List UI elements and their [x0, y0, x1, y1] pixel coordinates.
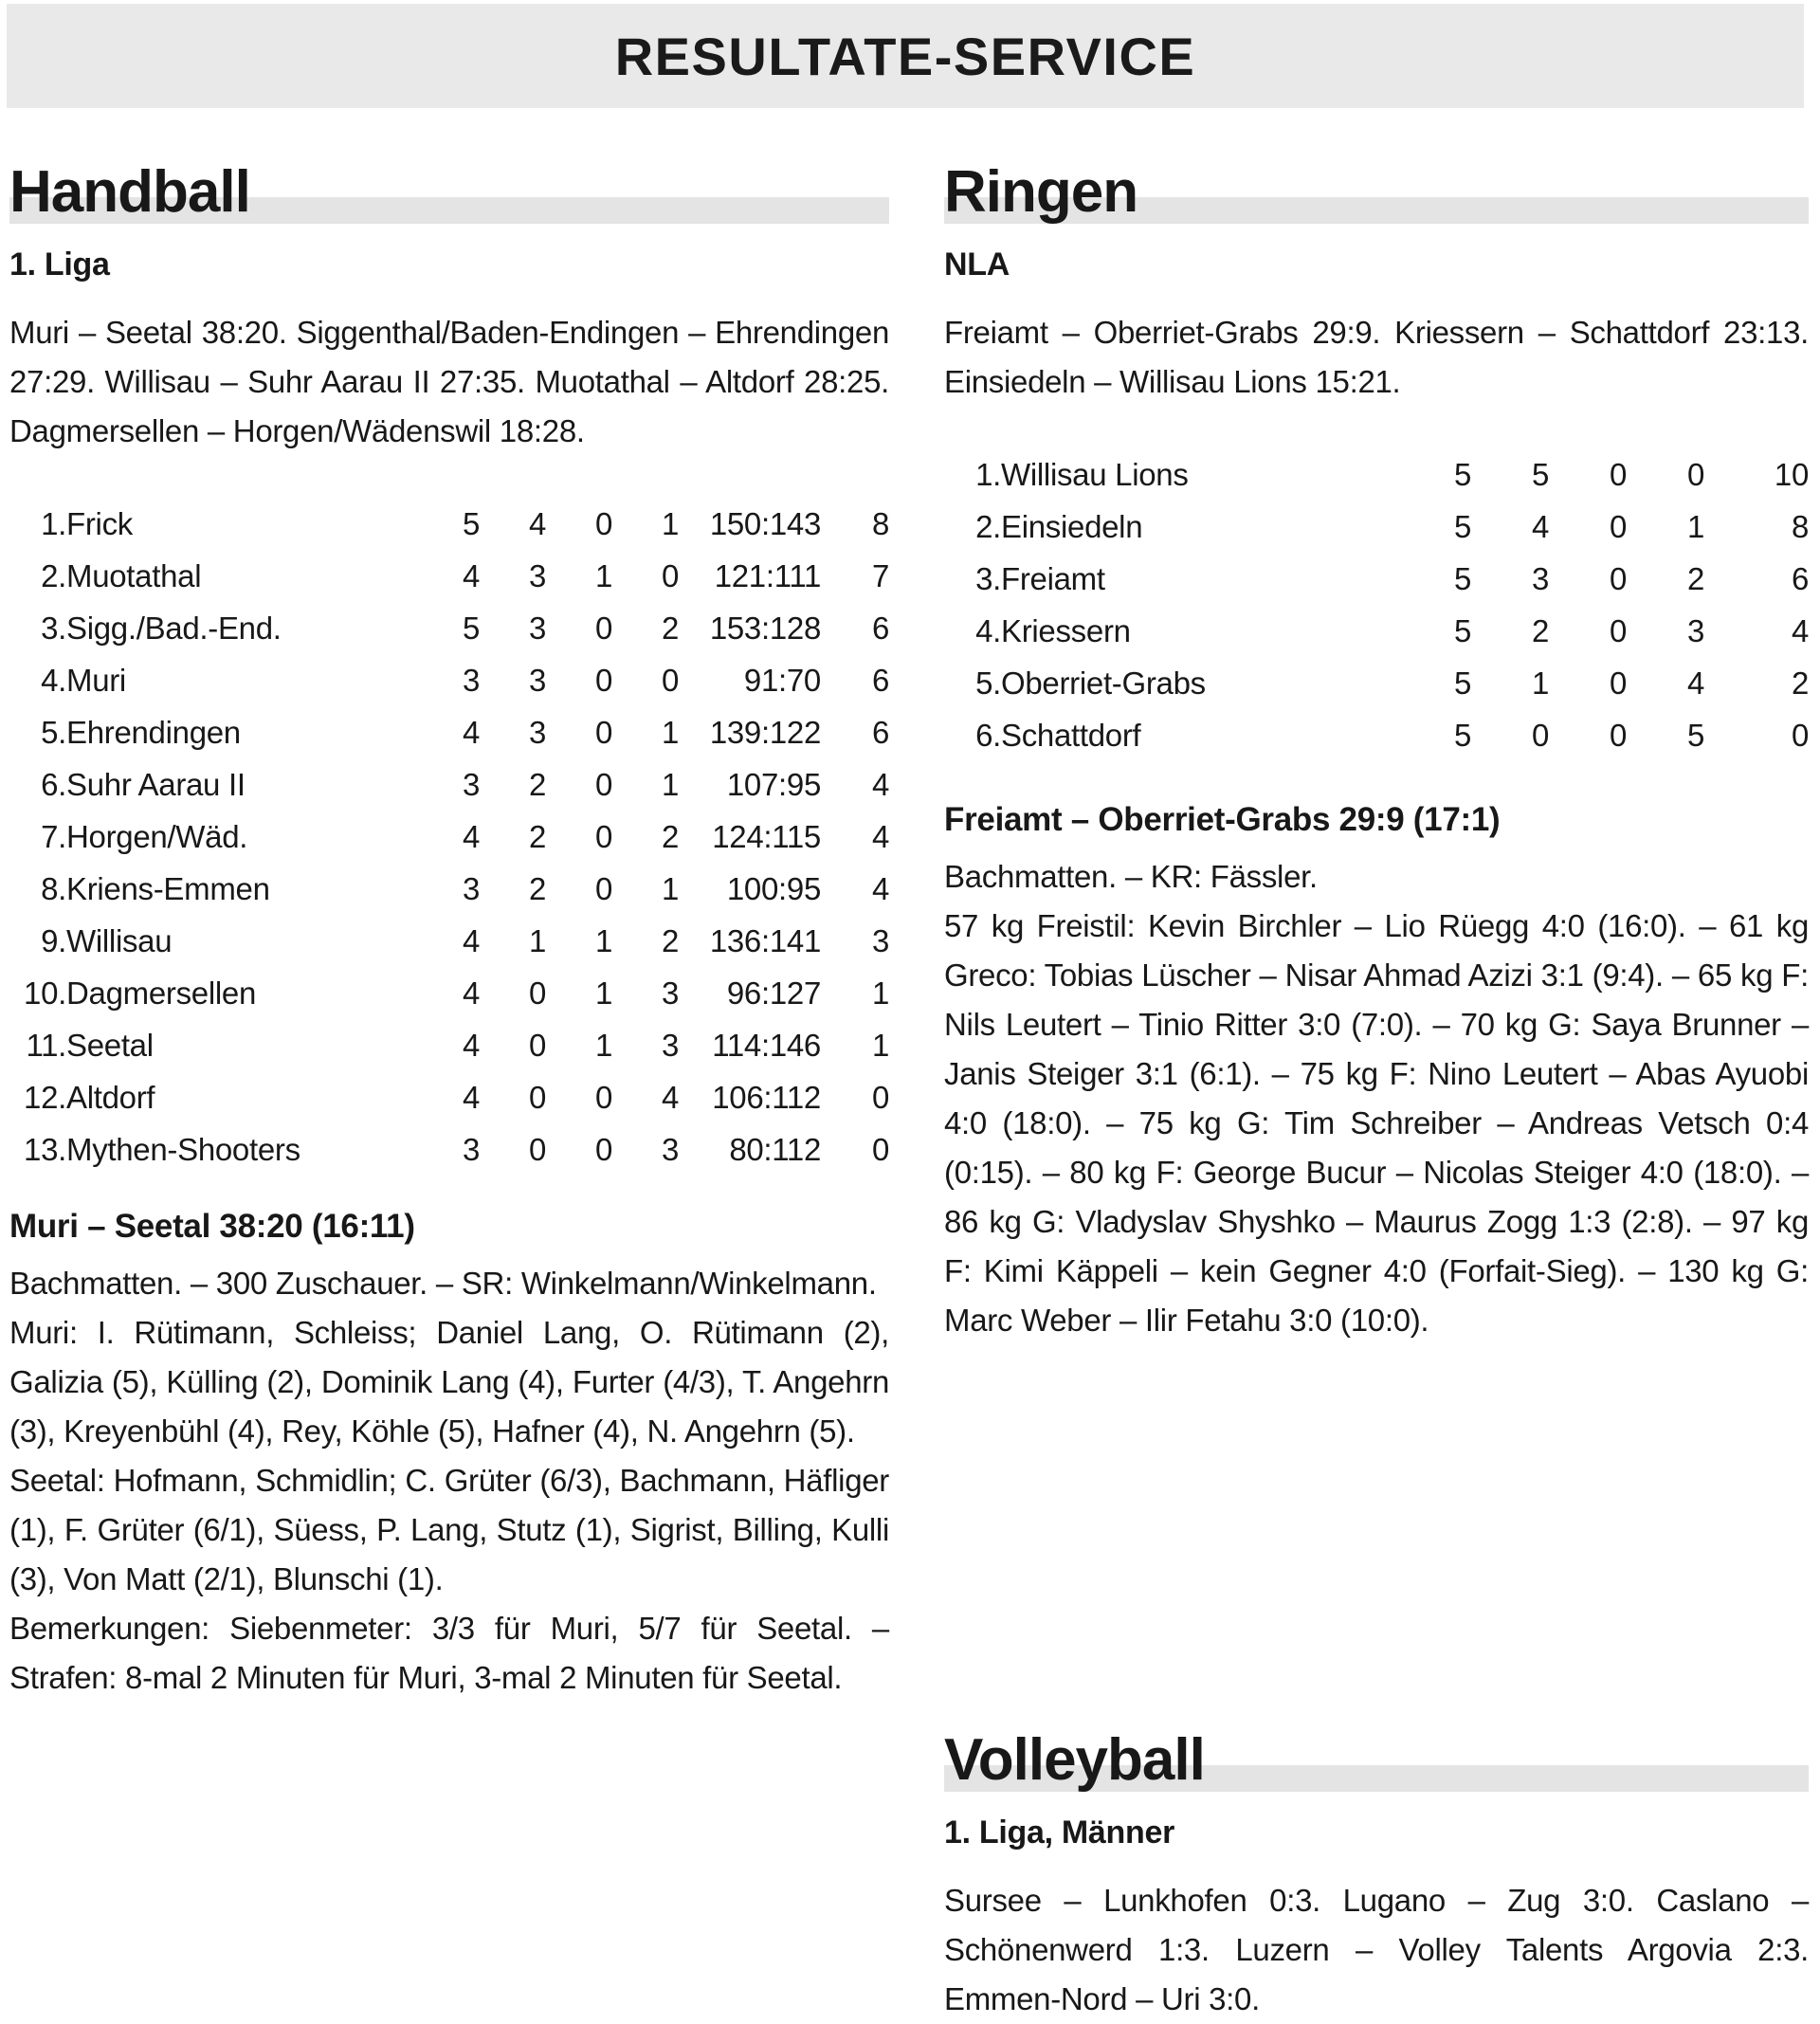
league-label-volleyball: 1. Liga, Männer: [944, 1814, 1174, 1851]
losses-cell: 4: [661, 1079, 679, 1115]
rank-cell: 1.: [975, 456, 1001, 492]
draws-cell: 0: [594, 505, 612, 541]
rank-cell: 8.: [41, 870, 66, 906]
team-cell: Kriessern: [1001, 612, 1131, 648]
points-cell: 4: [871, 870, 889, 906]
team-cell: Frick: [66, 505, 133, 541]
rank-cell: 7.: [41, 818, 66, 854]
games-cell: 5: [462, 505, 480, 541]
wins-cell: 2: [528, 870, 546, 906]
table-row: [9, 706, 889, 758]
rank-cell: 10.: [24, 975, 66, 1011]
table-row: [9, 1123, 889, 1176]
draws-cell: 0: [1609, 456, 1627, 492]
games-cell: 5: [1453, 508, 1471, 544]
wins-cell: 2: [528, 818, 546, 854]
volleyball-results-paragraph: Sursee – Lunkhofen 0:3. Lugano – Zug 3:0. Caslano – Schönenwerd 1:3. Luzern – Volley Talents Argovia 2:3. Emmen-Nord – Uri 3:0.: [944, 1883, 1809, 2016]
draws-cell: 0: [1609, 560, 1627, 596]
team-cell: Einsiedeln: [1001, 508, 1143, 544]
games-cell: 5: [462, 610, 480, 646]
draws-cell: 0: [594, 662, 612, 698]
results-service-banner: [7, 4, 1804, 108]
games-cell: 3: [462, 662, 480, 698]
losses-cell: 3: [661, 975, 679, 1011]
draws-cell: 0: [594, 870, 612, 906]
table-row: [944, 553, 1809, 605]
losses-cell: 1: [661, 766, 679, 802]
draws-cell: 0: [1609, 717, 1627, 753]
losses-cell: 1: [1686, 508, 1704, 544]
losses-cell: 5: [1686, 717, 1704, 753]
draws-cell: 0: [594, 818, 612, 854]
games-cell: 3: [462, 766, 480, 802]
team-cell: Ehrendingen: [66, 714, 241, 750]
wins-cell: 3: [528, 557, 546, 593]
rank-cell: 5.: [41, 714, 66, 750]
team-cell: Freiamt: [1001, 560, 1105, 596]
points-cell: 0: [871, 1079, 889, 1115]
rank-cell: 12.: [24, 1079, 66, 1115]
table-row: [9, 1019, 889, 1071]
goals-cell: 80:112: [729, 1131, 821, 1167]
goals-cell: 96:127: [726, 975, 821, 1011]
ringen-match-headline: Freiamt – Oberriet-Grabs 29:9 (17:1): [944, 801, 1501, 838]
games-cell: 5: [1453, 560, 1471, 596]
draws-cell: 0: [594, 610, 612, 646]
games-cell: 5: [1453, 456, 1471, 492]
section-heading-ringen: [944, 159, 1809, 226]
goals-cell: 121:111: [714, 557, 821, 593]
points-cell: 2: [1791, 665, 1809, 701]
rank-cell: 2.: [975, 508, 1001, 544]
draws-cell: 0: [594, 1131, 612, 1167]
losses-cell: 3: [661, 1027, 679, 1063]
points-cell: 0: [1791, 717, 1809, 753]
wins-cell: 3: [528, 714, 546, 750]
section-heading-handball: [9, 159, 889, 226]
table-row: [944, 501, 1809, 553]
team-cell: Seetal: [66, 1027, 154, 1063]
table-row: [9, 758, 889, 811]
losses-cell: 0: [1686, 456, 1704, 492]
draws-cell: 1: [594, 922, 612, 958]
games-cell: 5: [1453, 665, 1471, 701]
points-cell: 7: [871, 557, 889, 593]
handball-seetal-roster: Seetal: Hofmann, Schmidlin; C. Grüter (6/3), Bachmann, Häfliger (1), F. Grüter (6/1), Süess, P. Lang, Stutz (1), Sigrist, Billing, Kulli (3), Von Matt (2/1), Blunschi (1).: [9, 1463, 889, 1596]
losses-cell: 2: [661, 922, 679, 958]
rank-cell: 6.: [975, 717, 1001, 753]
team-cell: Kriens-Emmen: [66, 870, 270, 906]
games-cell: 4: [462, 818, 480, 854]
table-row: [9, 967, 889, 1019]
wins-cell: 2: [528, 766, 546, 802]
handball-muri-roster: Muri: I. Rütimann, Schleiss; Daniel Lang, O. Rütimann (2), Galizia (5), Külling (2), Dominik Lang (4), Furter (4/3), T. Angehrn (3), Kreyenbühl (4), Rey, Köhle (5), Hafner (4), N. Angehrn (5).: [9, 1315, 889, 1449]
games-cell: 4: [462, 922, 480, 958]
rank-cell: 9.: [41, 922, 66, 958]
losses-cell: 2: [1686, 560, 1704, 596]
points-cell: 6: [871, 714, 889, 750]
volleyball-section: [944, 1727, 1809, 2024]
table-row: [9, 550, 889, 602]
ringen-match-venue: Bachmatten. – KR: Fässler.: [944, 859, 1318, 894]
draws-cell: 0: [594, 766, 612, 802]
draws-cell: 1: [594, 975, 612, 1011]
games-cell: 4: [462, 1079, 480, 1115]
goals-cell: 107:95: [726, 766, 821, 802]
wins-cell: 0: [528, 1079, 546, 1115]
wins-cell: 4: [528, 505, 546, 541]
draws-cell: 1: [594, 557, 612, 593]
handball-column: [9, 159, 889, 1703]
goals-cell: 136:141: [709, 922, 821, 958]
team-cell: Oberriet-Grabs: [1001, 665, 1206, 701]
losses-cell: 1: [661, 505, 679, 541]
table-row: [9, 654, 889, 706]
wins-cell: 0: [1531, 717, 1549, 753]
losses-cell: 4: [1686, 665, 1704, 701]
section-title: Handball: [9, 159, 250, 225]
points-cell: 8: [1791, 508, 1809, 544]
losses-cell: 2: [661, 818, 679, 854]
goals-cell: 150:143: [709, 505, 821, 541]
wins-cell: 0: [528, 975, 546, 1011]
team-cell: Suhr Aarau II: [66, 766, 246, 802]
team-cell: Sigg./Bad.-End.: [66, 610, 282, 646]
team-cell: Schattdorf: [1001, 717, 1141, 753]
ringen-match-details: 57 kg Freistil: Kevin Birchler – Lio Rüegg 4:0 (16:0). – 61 kg Greco: Tobias Lüscher – Nisar Ahmad Azizi 3:1 (9:4). – 65 kg F: Nils Leutert – Tinio Ritter 3:0 (7:0). – 70 kg G: Saya Brunner – Janis Steiger 3:1 (6:1). – 75 kg F: Nino Leutert – Abas Ayuobi 4:0 (18:0). – 75 kg G: Tim Schreiber – Andreas Vetsch 0:4 (0:15). – 80 kg F: George Bucur – Nicolas Steiger 4:0 (18:0). – 86 kg G: Vladyslav Shyshko – Maurus Zogg 1:3 (2:8). – 97 kg F: Kimi Käppeli – kein Gegner 4:0 (Forfait-Sieg). – 130 kg G: Marc Weber – Ilir Fetahu 3:0 (10:0).: [944, 908, 1809, 1338]
ringen-column: [944, 159, 1809, 1345]
wins-cell: 1: [1531, 665, 1549, 701]
team-cell: Willisau: [66, 922, 173, 958]
goals-cell: 100:95: [726, 870, 821, 906]
table-row: [944, 448, 1809, 501]
wins-cell: 4: [1531, 508, 1549, 544]
rank-cell: 11.: [26, 1027, 66, 1063]
draws-cell: 0: [594, 1079, 612, 1115]
team-cell: Horgen/Wäd.: [66, 818, 248, 854]
table-row: [944, 657, 1809, 709]
points-cell: 4: [871, 766, 889, 802]
team-cell: Altdorf: [66, 1079, 155, 1115]
goals-cell: 106:112: [712, 1079, 821, 1115]
goals-cell: 124:115: [712, 818, 821, 854]
wins-cell: 0: [528, 1027, 546, 1063]
table-row: [944, 709, 1809, 761]
games-cell: 4: [462, 714, 480, 750]
games-cell: 5: [1453, 612, 1471, 648]
games-cell: 4: [462, 1027, 480, 1063]
ringen-standings-table: [944, 448, 1809, 761]
points-cell: 8: [871, 505, 889, 541]
goals-cell: 91:70: [743, 662, 821, 698]
losses-cell: 1: [661, 870, 679, 906]
points-cell: 1: [871, 1027, 889, 1063]
losses-cell: 3: [661, 1131, 679, 1167]
points-cell: 10: [1774, 456, 1809, 492]
wins-cell: 3: [528, 610, 546, 646]
section-title: Volleyball: [944, 1727, 1205, 1793]
rank-cell: 3.: [975, 560, 1001, 596]
table-row: [944, 605, 1809, 657]
rank-cell: 5.: [975, 665, 1001, 701]
wins-cell: 3: [528, 662, 546, 698]
team-cell: Muri: [66, 662, 126, 698]
handball-results-paragraph: Muri – Seetal 38:20. Siggenthal/Baden-Endingen – Ehrendingen 27:29. Willisau – Suhr Aarau II 27:35. Muotathal – Altdorf 28:25. Dagmersellen – Horgen/Wädenswil 18:28.: [9, 315, 889, 448]
handball-match-headline: Muri – Seetal 38:20 (16:11): [9, 1208, 415, 1245]
section-title: Ringen: [944, 159, 1138, 225]
games-cell: 3: [462, 1131, 480, 1167]
team-cell: Muotathal: [66, 557, 202, 593]
games-cell: 3: [462, 870, 480, 906]
rank-cell: 2.: [41, 557, 66, 593]
rank-cell: 3.: [41, 610, 66, 646]
goals-cell: 139:122: [709, 714, 821, 750]
losses-cell: 1: [661, 714, 679, 750]
points-cell: 6: [871, 662, 889, 698]
draws-cell: 0: [1609, 508, 1627, 544]
wins-cell: 5: [1531, 456, 1549, 492]
draws-cell: 0: [1609, 665, 1627, 701]
draws-cell: 0: [1609, 612, 1627, 648]
wins-cell: 3: [1531, 560, 1549, 596]
handball-match-remarks: Bemerkungen: Siebenmeter: 3/3 für Muri, 5/7 für Seetal. – Strafen: 8-mal 2 Minuten für Muri, 3-mal 2 Minuten für Seetal.: [9, 1611, 889, 1695]
team-cell: Dagmersellen: [66, 975, 256, 1011]
draws-cell: 1: [594, 1027, 612, 1063]
table-row: [9, 863, 889, 915]
rank-cell: 13.: [24, 1131, 66, 1167]
wins-cell: 1: [528, 922, 546, 958]
losses-cell: 0: [661, 662, 679, 698]
games-cell: 4: [462, 557, 480, 593]
wins-cell: 0: [528, 1131, 546, 1167]
ringen-results-paragraph: Freiamt – Oberriet-Grabs 29:9. Kriessern – Schattdorf 23:13. Einsiedeln – Willisau Lions 15:21.: [944, 315, 1809, 399]
league-label-handball: 1. Liga: [9, 246, 110, 283]
points-cell: 0: [871, 1131, 889, 1167]
losses-cell: 3: [1686, 612, 1704, 648]
table-row: [9, 1071, 889, 1123]
games-cell: 4: [462, 975, 480, 1011]
points-cell: 6: [1791, 560, 1809, 596]
page-title: RESULTATE-SERVICE: [614, 26, 1196, 86]
table-row: [9, 498, 889, 550]
losses-cell: 2: [661, 610, 679, 646]
draws-cell: 0: [594, 714, 612, 750]
rank-cell: 1.: [41, 505, 66, 541]
rank-cell: 4.: [41, 662, 66, 698]
handball-match-venue: Bachmatten. – 300 Zuschauer. – SR: Winkelmann/Winkelmann.: [9, 1266, 877, 1301]
goals-cell: 114:146: [712, 1027, 821, 1063]
points-cell: 4: [871, 818, 889, 854]
points-cell: 3: [871, 922, 889, 958]
table-row: [9, 602, 889, 654]
league-label-ringen: NLA: [944, 246, 1010, 283]
points-cell: 1: [871, 975, 889, 1011]
table-row: [9, 915, 889, 967]
handball-standings-table: [9, 498, 889, 1176]
section-heading-volleyball: [944, 1727, 1809, 1794]
rank-cell: 6.: [41, 766, 66, 802]
points-cell: 4: [1791, 612, 1809, 648]
points-cell: 6: [871, 610, 889, 646]
goals-cell: 153:128: [709, 610, 821, 646]
table-row: [9, 811, 889, 863]
wins-cell: 2: [1531, 612, 1549, 648]
rank-cell: 4.: [975, 612, 1001, 648]
games-cell: 5: [1453, 717, 1471, 753]
team-cell: Mythen-Shooters: [66, 1131, 300, 1167]
losses-cell: 0: [661, 557, 679, 593]
team-cell: Willisau Lions: [1001, 456, 1189, 492]
